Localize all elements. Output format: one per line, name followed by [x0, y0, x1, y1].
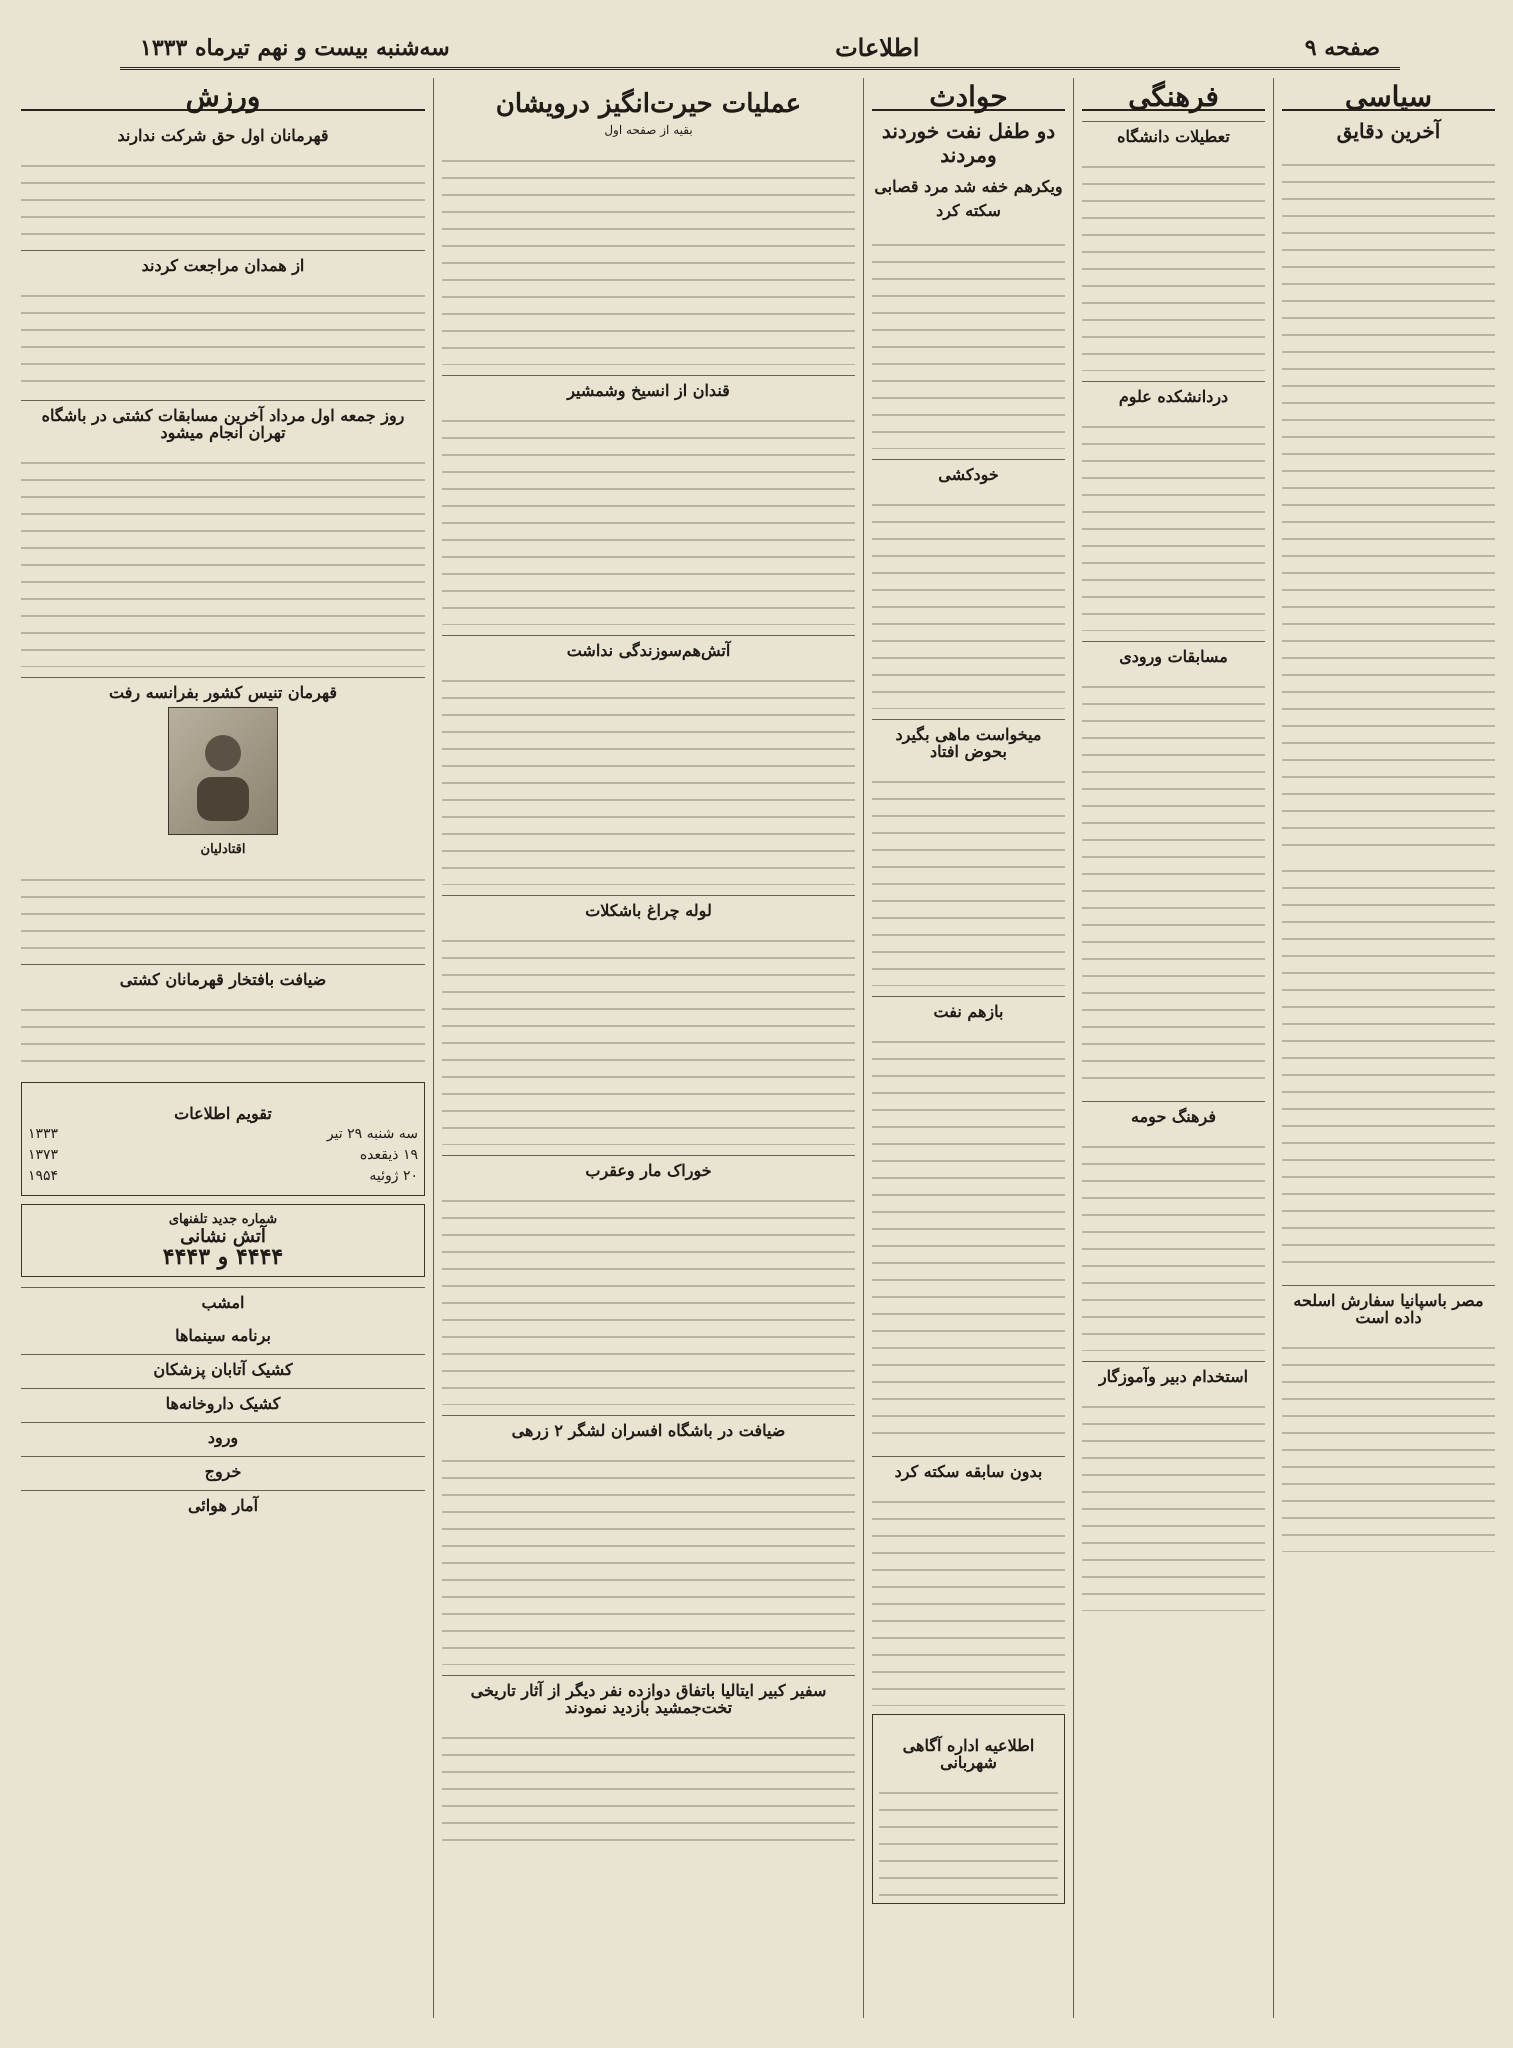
page-number: صفحه ۹ [1304, 34, 1380, 61]
sports-headline-3: روز جمعه اول مرداد آخرین مسابقات کشتی در باشگاه تهران انجام میشود [21, 400, 425, 441]
entrance-exams-headline: مسابقات ورودی [1082, 641, 1265, 665]
butcher-headline: ویکرهم خفه شد مرد قصابی سکته کرد [874, 177, 1063, 220]
masthead [120, 28, 1400, 70]
egypt-arms-headline: مصر باسپانیا سفارش اسلحه داده است [1282, 1285, 1495, 1326]
science-faculty-headline: دردانشکده علوم [1082, 381, 1265, 405]
sports-section-title: ورزش [21, 88, 425, 111]
culture-section-title: فرهنگی [1082, 88, 1265, 111]
tennis-champion-photo [168, 707, 278, 835]
suicide-body [872, 489, 1065, 709]
officers-club-headline: ضیافت در باشگاه افسران لشگر ۲ زرهی [442, 1415, 855, 1439]
italian-ambassador-headline: سفیر کبیر ایتالیا باتفاق دوازده نفر دیگر از آثار تاریخی تخت‌جمشید بازدید نمودند [442, 1675, 855, 1716]
science-faculty-body [1082, 411, 1265, 631]
phones-title: شماره جدید تلفنهای [168, 1212, 278, 1227]
police-notice-box [872, 1714, 1065, 1904]
paper-name: اطلاعات [835, 33, 920, 62]
sports-body-5 [21, 994, 425, 1074]
dervishes-body-5 [442, 1185, 855, 1405]
dervishes-subhead-2: آتش‌هم‌سوزندگی نداشت [442, 635, 855, 659]
sports-headline-2: از همدان مراجعت کردند [21, 250, 425, 274]
italian-ambassador-body [442, 1722, 855, 1842]
dervishes-body-1 [442, 145, 855, 365]
suicide-headline: خودکشی [872, 459, 1065, 483]
dervishes-body-4 [442, 925, 855, 1145]
continuation-note: بقیه از صفحه اول [604, 123, 693, 137]
culture-column [1073, 78, 1273, 2018]
calendar-title: تقویم اطلاعات [174, 1104, 272, 1123]
politics-column [1273, 78, 1503, 2018]
suburb-culture-headline: فرهنگ حومه [1082, 1101, 1265, 1125]
politics-section-title: سیاسی [1282, 88, 1495, 111]
dervishes-subhead-3: لوله چراغ باشکلات [442, 895, 855, 919]
sports-body-1 [21, 150, 425, 240]
doctor-shift-title: کشیک آتابان پزشکان [21, 1354, 425, 1378]
dervishes-headline: عملیات حیرت‌انگیز درویشان [495, 89, 802, 119]
police-notice-body [879, 1777, 1058, 1897]
sports-headline-5: ضیافت بافتخار قهرمانان کشتی [21, 964, 425, 988]
university-holiday-headline: تعطیلات دانشگاه [1082, 121, 1265, 145]
cinema-title: برنامه سینماها [175, 1326, 271, 1345]
sports-column [13, 78, 433, 2018]
politics-body-text [1282, 149, 1495, 849]
politics-body-text-2 [1282, 855, 1495, 1275]
weather-title: آمار هوائی [21, 1490, 425, 1514]
suburb-culture-body [1082, 1131, 1265, 1351]
portrait-icon [183, 721, 263, 821]
events-column [863, 78, 1073, 2018]
dervishes-subhead-4: خوراک مار وعقرب [442, 1155, 855, 1179]
university-holiday-body [1082, 151, 1265, 371]
sports-body-3 [21, 447, 425, 667]
fishing-body [872, 766, 1065, 986]
calendar-row: ۲۰ ژوئیه ۱۹۵۴ [28, 1168, 418, 1184]
dervishes-column [433, 78, 863, 2018]
kerosene-again-body [872, 1026, 1065, 1446]
phones-subtitle: آتش نشانی [180, 1226, 266, 1247]
fire-phones-box [21, 1204, 425, 1277]
issue-date: سه‌شنبه بیست و نهم تیرماه ۱۳۳۳ [140, 34, 450, 61]
kerosene-again-headline: بازهم نفت [872, 996, 1065, 1020]
sports-body-4 [21, 864, 425, 954]
teacher-hiring-body [1082, 1391, 1265, 1611]
sports-body-2 [21, 280, 425, 390]
calendar-box [21, 1082, 425, 1196]
fishing-headline: میخواست ماهی بگیرد بحوض افتاد [872, 719, 1065, 760]
dervishes-body-3 [442, 665, 855, 885]
officers-club-body [442, 1445, 855, 1665]
kerosene-headline: دو طفل نفت خوردند ومردند [881, 119, 1056, 167]
egypt-arms-body [1282, 1332, 1495, 1552]
teacher-hiring-headline: استخدام دبیر وآموزگار [1082, 1361, 1265, 1385]
kerosene-body [872, 229, 1065, 449]
photo-caption: اقتادلیان [200, 842, 246, 857]
calendar-row: سه شنبه ۲۹ تیر ۱۳۳۳ [28, 1126, 418, 1142]
arrivals-title: ورود [21, 1422, 425, 1446]
sports-headline-4: قهرمان تنیس کشور بفرانسه رفت [21, 677, 425, 701]
entrance-exams-body [1082, 671, 1265, 1091]
dervishes-subhead-1: قندان از انسیخ وشمشیر [442, 375, 855, 399]
sports-headline-1: قهرمانان اول حق شرکت ندارند [117, 126, 329, 145]
police-notice-headline: اطلاعیه اداره آگاهی شهربانی [902, 1736, 1035, 1772]
pharmacy-shift-title: کشیک داروخانه‌ها [21, 1388, 425, 1412]
departures-title: خروج [21, 1456, 425, 1480]
sudden-death-headline: بدون سابقه سکته کرد [872, 1456, 1065, 1480]
tonight-label: امشب [21, 1287, 425, 1311]
phone-numbers: ۴۴۴۴ و ۴۴۴۳ [162, 1244, 284, 1270]
dervishes-body-2 [442, 405, 855, 625]
events-section-title: حوادث [872, 88, 1065, 111]
politics-headline: آخرین دقایق [1336, 119, 1441, 143]
sudden-death-body [872, 1486, 1065, 1706]
calendar-row: ۱۹ ذیقعده ۱۳۷۳ [28, 1147, 418, 1163]
